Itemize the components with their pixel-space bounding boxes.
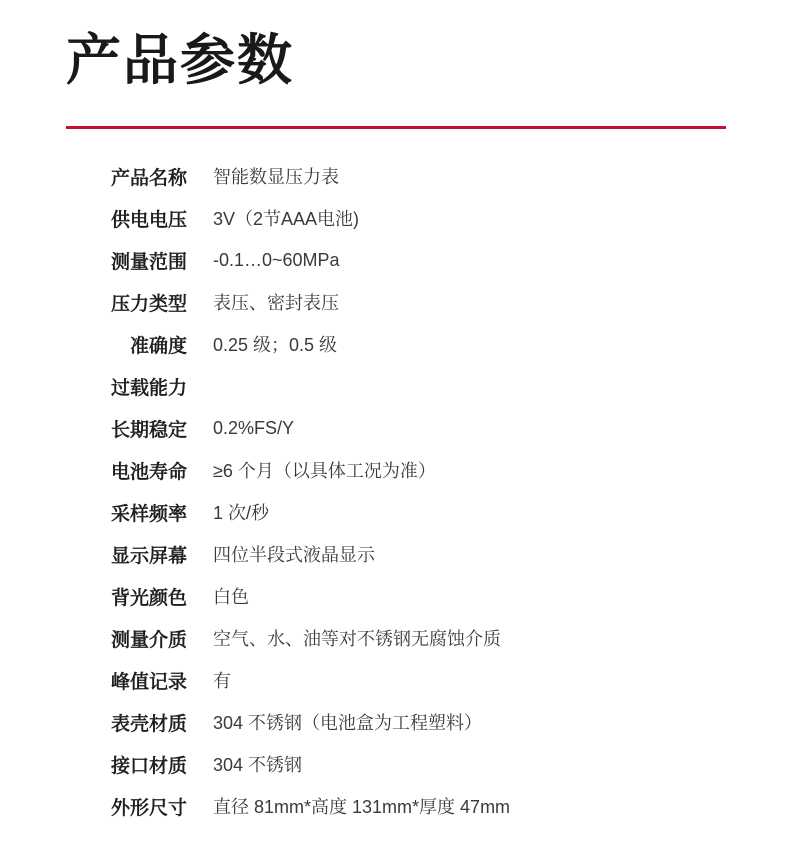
spec-label: 测量范围 — [110, 251, 187, 273]
page-title: 产品参数 — [66, 29, 295, 91]
spec-value: 0.2%FS/Y — [213, 417, 295, 438]
spec-value: 3V（2节AAA电池) — [213, 209, 360, 229]
spec-label: 电池寿命 — [110, 461, 187, 483]
table-row — [66, 323, 746, 365]
spec-value: -0.1…0~60MPa — [213, 249, 340, 270]
spec-value: 304 不锈钢 — [213, 755, 303, 775]
table-row — [66, 407, 746, 449]
spec-label: 准确度 — [129, 335, 187, 357]
table-row — [66, 533, 746, 575]
table-row — [66, 701, 746, 743]
spec-label: 接口材质 — [110, 755, 187, 777]
spec-label: 采样频率 — [110, 503, 187, 525]
table-row — [66, 785, 746, 827]
spec-label: 表壳材质 — [110, 713, 187, 735]
spec-label: 背光颜色 — [110, 587, 187, 609]
spec-label: 过载能力 — [110, 377, 187, 399]
spec-table — [66, 155, 746, 827]
table-row — [66, 365, 746, 407]
table-row — [66, 575, 746, 617]
spec-value: 304 不锈钢（电池盒为工程塑料） — [213, 713, 483, 733]
table-row — [66, 239, 746, 281]
table-row — [66, 449, 746, 491]
spec-label: 产品名称 — [110, 167, 187, 189]
spec-label: 测量介质 — [110, 629, 187, 651]
spec-label: 外形尺寸 — [110, 797, 187, 819]
table-row — [66, 197, 746, 239]
spec-value: 直径 81mm*高度 131mm*厚度 47mm — [213, 797, 511, 817]
table-row — [66, 155, 746, 197]
table-row — [66, 743, 746, 785]
spec-value: 表压、密封表压 — [213, 293, 339, 313]
title-underline-divider — [66, 126, 726, 129]
spec-value: 0.25 级；0.5 级 — [213, 335, 338, 355]
spec-value: 1 次/秒 — [213, 503, 270, 523]
spec-label: 显示屏幕 — [110, 545, 187, 567]
table-row — [66, 281, 746, 323]
spec-table-body — [66, 155, 746, 827]
spec-value: 智能数显压力表 — [213, 167, 339, 187]
spec-label: 长期稳定 — [110, 419, 187, 441]
table-row — [66, 617, 746, 659]
table-row — [66, 659, 746, 701]
spec-value: 空气、水、油等对不锈钢无腐蚀介质 — [213, 629, 501, 649]
spec-value: 有 — [213, 671, 231, 691]
spec-label: 供电电压 — [110, 209, 187, 231]
spec-value: ≥6 个月（以具体工况为准） — [213, 461, 436, 481]
spec-value — [187, 365, 746, 407]
spec-value: 白色 — [213, 587, 249, 607]
spec-label: 峰值记录 — [110, 671, 187, 693]
spec-label: 压力类型 — [110, 293, 187, 315]
table-row — [66, 491, 746, 533]
spec-value: 四位半段式液晶显示 — [213, 545, 375, 565]
